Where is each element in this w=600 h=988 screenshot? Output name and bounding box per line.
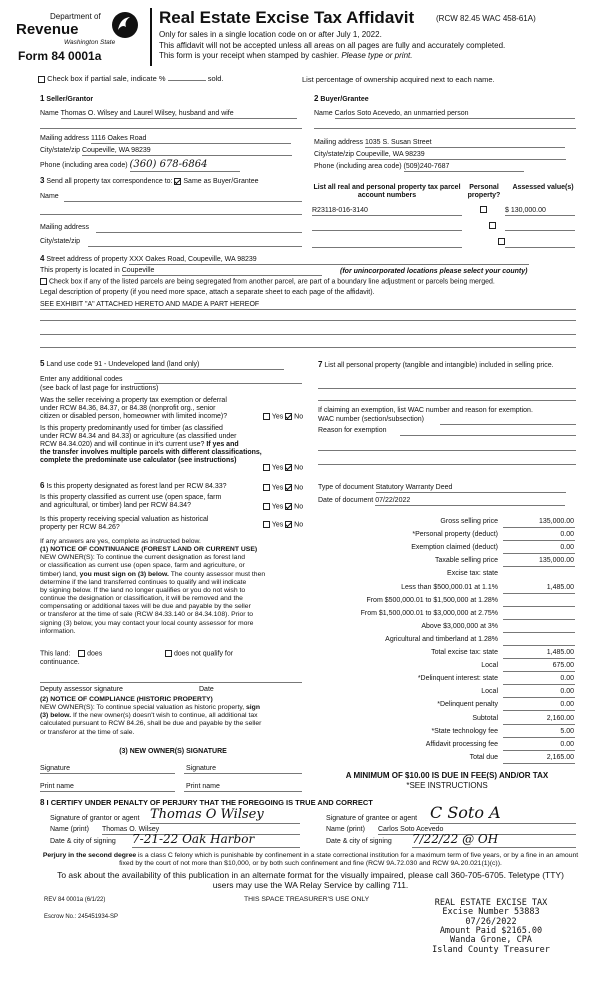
tax-row-label: Local bbox=[481, 688, 498, 696]
this-land-row: This land: does bbox=[40, 650, 103, 658]
personal-line-1 bbox=[318, 388, 576, 389]
land-use-field[interactable]: 91 - Undeveloped land (land only) bbox=[94, 361, 284, 370]
owner-sig-line-2[interactable] bbox=[184, 773, 302, 774]
tax-row-line bbox=[503, 593, 575, 594]
ownership-note: List percentage of ownership acquired next to each name. bbox=[302, 75, 495, 84]
tax-row-label: From $500,000.01 to $1,500,000 at 1.28% bbox=[366, 596, 498, 604]
personal-line-2 bbox=[318, 400, 576, 401]
assessed-value-header: Assessed value(s) bbox=[512, 184, 574, 191]
current-use-no-checkbox[interactable] bbox=[285, 503, 292, 510]
tax-row-value[interactable]: 0.00 bbox=[560, 675, 574, 683]
parcel-number-3[interactable] bbox=[312, 247, 462, 248]
tax-row-value[interactable]: 1,485.00 bbox=[546, 649, 574, 656]
partial-percent-field[interactable] bbox=[168, 73, 206, 81]
grantee-date-field[interactable]: 7/22/22 @ OH bbox=[412, 833, 576, 848]
assessed-value-3[interactable] bbox=[505, 247, 575, 248]
continuance-label: continuance. bbox=[40, 659, 80, 666]
exemption-no-checkbox[interactable] bbox=[285, 413, 292, 420]
buyer-city-row: City/state/zip Coupeville, WA 98239 bbox=[314, 151, 566, 160]
grantee-name-field[interactable]: Carlos Soto Acevedo bbox=[378, 826, 576, 835]
located-row: This property is located in Coupeville bbox=[40, 267, 322, 276]
tax-row-value[interactable]: 675.00 bbox=[552, 662, 574, 670]
grantor-date-field[interactable]: 7-21-22 Oak Harbor bbox=[132, 833, 300, 848]
exemption-reason-line3 bbox=[318, 464, 576, 465]
tax-row-label: *Personal property (deduct) bbox=[412, 531, 498, 539]
exemption-question: Was the seller receiving a property tax exemption or deferral under RCW 84.36, 84.37, or 84.38 (nonprofit org., senior citizen or disabled person, homeowner with limited income)? bbox=[40, 397, 228, 421]
tax-row-value[interactable]: 1,485.00 bbox=[546, 583, 574, 591]
unincorporated-note: (for unincorporated locations please select your county) bbox=[340, 268, 528, 275]
buyer-name-row: Name Carlos Soto Acevedo, an unmarried person bbox=[314, 110, 576, 119]
seller-name-row: Name Thomas O. Wilsey and Laurel Wilsey, husband and wife bbox=[40, 110, 302, 119]
revision-number: REV 84 0001a (6/1/22) bbox=[44, 897, 106, 903]
parcel-number-2[interactable] bbox=[312, 230, 462, 231]
legal-description-field[interactable]: SEE EXHIBIT "A" ATTACHED HERETO AND MADE A PART HEREOF bbox=[40, 301, 576, 310]
exemption-reason-line2 bbox=[318, 450, 576, 451]
additional-codes-1: Enter any additional codes bbox=[40, 376, 123, 383]
seller-city-row: City/state/zip Coupeville, WA 98239 bbox=[40, 147, 292, 156]
tax-row-label: Above $3,000,000 at 3% bbox=[421, 622, 498, 630]
tax-row-line bbox=[503, 645, 575, 646]
historic-yes-checkbox[interactable] bbox=[263, 521, 270, 528]
tax-row-label: Exemption claimed (deduct) bbox=[411, 544, 498, 552]
tax-row-line bbox=[503, 658, 575, 659]
tax-row-value[interactable]: 2,160.00 bbox=[546, 714, 574, 722]
treasurer-stamp: REAL ESTATE EXCISE TAX Excise Number 53883 07/26/2022 Amount Paid $2165.00 Wanda Grone, CPA Island County Treasurer bbox=[432, 898, 550, 955]
current-use-question: Is this property classified as current use (open space, farm and agricultural, or timber) land per RCW 84.34? bbox=[40, 494, 222, 510]
grantee-signature[interactable]: C Soto A bbox=[430, 804, 576, 824]
doc-type-field[interactable]: Statutory Warranty Deed bbox=[376, 484, 566, 493]
doc-date-row: Date of document 07/22/2022 bbox=[318, 497, 565, 506]
land-use-row: 5 Land use code 91 - Undeveloped land (land only) bbox=[40, 359, 284, 370]
buyer-mail-row: Mailing address 1035 S. Susan Street bbox=[314, 139, 565, 148]
instruction-2: This affidavit will not be accepted unless all areas on all pages are fully and accurately completed. bbox=[159, 41, 506, 50]
current-use-yes-no: Yes No bbox=[263, 503, 303, 511]
tax-row-label: Affidavit processing fee bbox=[425, 740, 498, 748]
segregation-checkbox[interactable] bbox=[40, 278, 47, 285]
tax-row-line bbox=[503, 697, 575, 698]
dept-line2: Revenue bbox=[16, 21, 79, 38]
grantee-name-label: Name (print) bbox=[326, 826, 365, 833]
buyer-phone-row: Phone (including area code) (509)240-7687 bbox=[314, 163, 524, 172]
forest-yes-checkbox[interactable] bbox=[263, 484, 270, 491]
owner-print-line-2[interactable] bbox=[184, 791, 302, 792]
owner-sig-label-2: Signature bbox=[186, 765, 216, 772]
corr-name-row: Name bbox=[40, 193, 59, 200]
owner-print-label-1: Print name bbox=[40, 783, 74, 790]
legal-line-3 bbox=[40, 334, 576, 335]
tax-row-label: *Delinquent penalty bbox=[437, 701, 498, 709]
segregation-row: Check box if any of the listed parcels are being segregated from another parcel, are part of a boundary line adjustment or parcels being merged. bbox=[40, 278, 580, 286]
escrow-number: Escrow No.: 245451934-SP bbox=[44, 914, 119, 920]
personal-property-header: Personal property? bbox=[467, 184, 501, 200]
exemption-yes-checkbox[interactable] bbox=[263, 413, 270, 420]
tax-row-line bbox=[503, 763, 575, 764]
forest-instructions: If any answers are yes, complete as instructed below. (1) NOTICE OF CONTINUANCE (FOREST LAND OR CURRENT USE) NEW OWNER(S): To continue the current designation as forest land or classification as current use (open space, farm and agriculture, or timber) land, you must sign on (3) below. The county assessor must then determine if the land transferred continues to qualify and will indicate by signing below. If the land no longer qualifies or you do not wish to continue the designation or classification, it will be removed and the compensating or additional taxes will be due and payable by the seller or transferor at the time of sale (RCW 84.33.140 or 84.34.108). Prior to signing (3) below, you may contact your local county assessor for more information. bbox=[40, 538, 266, 635]
tax-row-value[interactable]: 0.00 bbox=[560, 688, 574, 696]
does-qualify-checkbox[interactable] bbox=[78, 650, 85, 657]
deputy-signature-line[interactable] bbox=[40, 682, 302, 683]
buyer-name-field[interactable]: Carlos Soto Acevedo, an unmarried person bbox=[335, 110, 575, 119]
tax-row-line bbox=[503, 750, 575, 751]
owner-sig-label-1: Signature bbox=[40, 765, 70, 772]
historic-no-checkbox[interactable] bbox=[285, 521, 292, 528]
treasurer-space-label: THIS SPACE TREASURER'S USE ONLY bbox=[244, 896, 370, 903]
dept-line1: Department of bbox=[50, 12, 101, 21]
assessed-value-2[interactable] bbox=[505, 230, 575, 231]
accessibility-notice: To ask about the availability of this publication in an alternate format for the visually impaired, please call 360-705-6705. Teletype (TTY) users may use the WA Relay Service by calling 711. bbox=[57, 870, 564, 890]
street-address-field[interactable]: XXX Oakes Road, Coupeville, WA 98239 bbox=[129, 256, 529, 265]
tax-row-label: Total excise tax: state bbox=[431, 649, 498, 656]
doc-date-field[interactable]: 07/22/2022 bbox=[375, 497, 565, 506]
personal-checkbox-2[interactable] bbox=[489, 222, 496, 229]
seller-heading: 1 Seller/Grantor bbox=[40, 94, 94, 103]
legal-line-2 bbox=[40, 320, 576, 321]
header-divider bbox=[150, 8, 152, 66]
grantor-date-label: Date & city of signing bbox=[50, 838, 116, 845]
tax-row-label: Excise tax: state bbox=[447, 570, 498, 578]
seller-name-line2 bbox=[40, 128, 302, 129]
buyer-city-field[interactable]: Coupeville, WA 98239 bbox=[356, 151, 566, 160]
seller-mail-field[interactable]: 1116 Oakes Road bbox=[91, 135, 291, 144]
instruction-3: This form is your receipt when stamped by cashier. Please type or print. bbox=[159, 51, 413, 60]
washington-logo-icon bbox=[110, 10, 140, 40]
tax-row-line bbox=[503, 632, 575, 633]
tax-row-value[interactable]: 135,000.00 bbox=[538, 518, 574, 525]
correspondence-row: 3 Send all property tax correspondence to: Same as Buyer/Grantee bbox=[40, 176, 259, 185]
tax-row-line bbox=[503, 710, 575, 711]
tax-row-line bbox=[503, 606, 575, 607]
forest-no-checkbox[interactable] bbox=[285, 484, 292, 491]
certify-statement: 8 I CERTIFY UNDER PENALTY OF PERJURY THAT THE FOREGOING IS TRUE AND CORRECT bbox=[40, 798, 373, 807]
tax-row-line bbox=[503, 737, 575, 738]
tax-row-label: Taxable selling price bbox=[434, 557, 498, 565]
tax-row-line bbox=[503, 566, 575, 567]
parcel-number-1[interactable]: R23118-016-3140 bbox=[312, 207, 462, 216]
tax-row-label: From $1,500,000.01 to $3,000,000 at 2.75% bbox=[360, 609, 498, 617]
corr-mail-row: Mailing address bbox=[40, 224, 90, 231]
tax-row-line bbox=[503, 671, 575, 672]
tax-row-value[interactable]: 135,000.00 bbox=[538, 557, 574, 565]
form-title: Real Estate Excise Tax Affidavit bbox=[159, 8, 415, 27]
does-not-qualify: does not qualify for bbox=[165, 650, 233, 658]
seller-name-field[interactable]: Thomas O. Wilsey and Laurel Wilsey, husband and wife bbox=[61, 110, 297, 119]
tax-row-label: Agricultural and timberland at 1.28% bbox=[385, 635, 498, 643]
assessed-value-1[interactable]: $ 130,000.00 bbox=[505, 207, 575, 216]
tax-row-label: *Delinquent interest: state bbox=[417, 675, 498, 683]
seller-phone-field[interactable]: (360) 678-6864 bbox=[130, 159, 240, 172]
timber-yes-checkbox[interactable] bbox=[263, 464, 270, 471]
legal-line-4 bbox=[40, 347, 576, 348]
tax-row-label: Less than $500,000.01 at 1.1% bbox=[401, 583, 498, 591]
buyer-phone-field[interactable]: (509)240-7687 bbox=[404, 163, 524, 172]
current-use-yes-checkbox[interactable] bbox=[263, 503, 270, 510]
grantor-sig-label: Signature of grantor or agent bbox=[50, 815, 140, 822]
tax-row-line bbox=[503, 540, 575, 541]
exemption-yes-no: Yes No bbox=[263, 413, 303, 421]
tax-row-label: *State technology fee bbox=[431, 727, 498, 735]
grantee-sig-label: Signature of grantee or agent bbox=[326, 815, 418, 822]
tax-row-line bbox=[503, 724, 575, 725]
personal-checkbox-3[interactable] bbox=[498, 238, 505, 245]
seller-mail-row: Mailing address 1116 Oakes Road bbox=[40, 135, 291, 144]
tax-row-line bbox=[503, 619, 575, 620]
legal-description-label: Legal description of property (if you need more space, attach a separate sheet to each page of the affidavit). bbox=[40, 289, 375, 296]
historic-instructions: (2) NOTICE OF COMPLIANCE (HISTORIC PROPERTY) NEW OWNER(S): To continue special valuation as historic property, sign (3) below. If the new owner(s) doesn't wish to continue, all additional tax calculated pursuant to RCW 84.26, shall be due and payable by the seller or transferor at the time of sale. bbox=[40, 696, 262, 736]
buyer-heading: 2 Buyer/Grantee bbox=[314, 94, 369, 103]
same-as-buyer-checkbox[interactable] bbox=[174, 178, 181, 185]
tax-row-value[interactable]: 0.00 bbox=[560, 701, 574, 709]
exemption-claim-label: If claiming an exemption, list WAC number and reason for exemption. bbox=[318, 407, 533, 414]
grantor-signature[interactable]: Thomas O Wilsey bbox=[150, 808, 300, 824]
new-owner-signature-title: (3) NEW OWNER(S) SIGNATURE bbox=[119, 748, 227, 755]
additional-codes-field[interactable] bbox=[134, 383, 302, 384]
owner-sig-line-1[interactable] bbox=[40, 773, 175, 774]
tax-row-value[interactable]: 0.00 bbox=[560, 740, 574, 748]
tax-row-label: Total due bbox=[469, 753, 498, 761]
instruction-1: Only for sales in a single location code on or after July 1, 2022. bbox=[159, 30, 382, 39]
owner-print-line-1[interactable] bbox=[40, 791, 175, 792]
exemption-reason-field[interactable] bbox=[400, 435, 576, 436]
forest-question: 6 Is this property designated as forest land per RCW 84.33? bbox=[40, 481, 227, 490]
grantee-date-label: Date & city of signing bbox=[326, 838, 392, 845]
buyer-mail-field[interactable]: 1035 S. Susan Street bbox=[365, 139, 565, 148]
grantor-name-field[interactable]: Thomas O. Wilsey bbox=[102, 826, 300, 835]
tax-row-label: Local bbox=[481, 662, 498, 670]
tax-row-line bbox=[503, 553, 575, 554]
forest-yes-no: Yes No bbox=[263, 484, 303, 492]
tax-row-line bbox=[503, 527, 575, 528]
timber-question: Is this property predominantly used for timber (as classified under RCW 84.34 and 84.33) or agriculture (as classified under RCW 84.34.020) and will continue in it's current use? If yes and the transfer involves multiple parcels with different classifications, complete the predominate use calculator (see instructions) bbox=[40, 425, 262, 465]
personal-property-label: 7 List all personal property (tangible and intangible) included in selling price. bbox=[318, 360, 554, 369]
timber-no-checkbox[interactable] bbox=[285, 464, 292, 471]
tax-row-line bbox=[503, 684, 575, 685]
form-number: Form 84 0001a bbox=[18, 49, 102, 63]
seller-phone-row: Phone (including area code) (360) 678-6864 bbox=[40, 159, 240, 172]
parcel-header: List all real and personal property tax parcel account numbers bbox=[313, 184, 461, 200]
corr-name-field[interactable] bbox=[64, 201, 302, 202]
tax-row-label: Gross selling price bbox=[440, 518, 498, 525]
buyer-name-line2 bbox=[314, 128, 576, 129]
tax-row-value[interactable]: 5.00 bbox=[560, 727, 574, 735]
timber-yes-no: Yes No bbox=[263, 464, 303, 472]
wac-label: WAC number (section/subsection) bbox=[318, 416, 424, 423]
deputy-date-label: Date bbox=[199, 686, 214, 693]
additional-codes-2: (see back of last page for instructions) bbox=[40, 385, 159, 392]
tax-row-value[interactable]: 0.00 bbox=[560, 544, 574, 552]
partial-sale-checkbox[interactable] bbox=[38, 76, 45, 83]
partial-sale-row: Check box if partial sale, indicate % sold. bbox=[38, 73, 224, 84]
seller-city-field[interactable]: Coupeville, WA 98239 bbox=[82, 147, 292, 156]
corr-city-field[interactable] bbox=[88, 246, 302, 247]
owner-print-label-2: Print name bbox=[186, 783, 220, 790]
located-field[interactable]: Coupeville bbox=[122, 267, 322, 276]
dept-line3: Washington State bbox=[64, 39, 116, 46]
exemption-reason-label: Reason for exemption bbox=[318, 427, 387, 434]
corr-city-row: City/state/zip bbox=[40, 238, 81, 245]
historic-question: Is this property receiving special valuation as historical property per RCW 84.26? bbox=[40, 516, 209, 532]
see-instructions-note: *SEE INSTRUCTIONS bbox=[406, 781, 488, 790]
historic-yes-no: Yes No bbox=[263, 521, 303, 529]
personal-checkbox-1[interactable] bbox=[480, 206, 487, 213]
deputy-signature-label: Deputy assessor signature bbox=[40, 686, 123, 693]
does-not-qualify-checkbox[interactable] bbox=[165, 650, 172, 657]
doc-type-row: Type of document Statutory Warranty Deed bbox=[318, 484, 566, 493]
street-row: 4 Street address of property XXX Oakes Road, Coupeville, WA 98239 bbox=[40, 254, 529, 265]
corr-name-line2 bbox=[40, 214, 302, 215]
grantor-name-label: Name (print) bbox=[50, 826, 89, 833]
tax-row-value[interactable]: 0.00 bbox=[560, 531, 574, 539]
tax-row-label: Subtotal bbox=[472, 714, 498, 722]
corr-mail-field[interactable] bbox=[96, 232, 302, 233]
wac-field[interactable] bbox=[440, 424, 576, 425]
minimum-fee-note: A MINIMUM OF $10.00 IS DUE IN FEE(S) AND/OR TAX bbox=[345, 771, 549, 780]
form-statute: (RCW 82.45 WAC 458-61A) bbox=[436, 14, 536, 23]
perjury-notice: Perjury in the second degree is a class C felony which is punishable by confinement in a state correctional institution for a maximum term of five years, or by a fine in an amount fixed by the court of not more than $10,000, or by both such confinement and fine (RCW 9A.72.030 and RCW 9A.20.021(1)(c)). bbox=[42, 852, 579, 867]
tax-row-value[interactable]: 2,165.00 bbox=[546, 753, 574, 761]
